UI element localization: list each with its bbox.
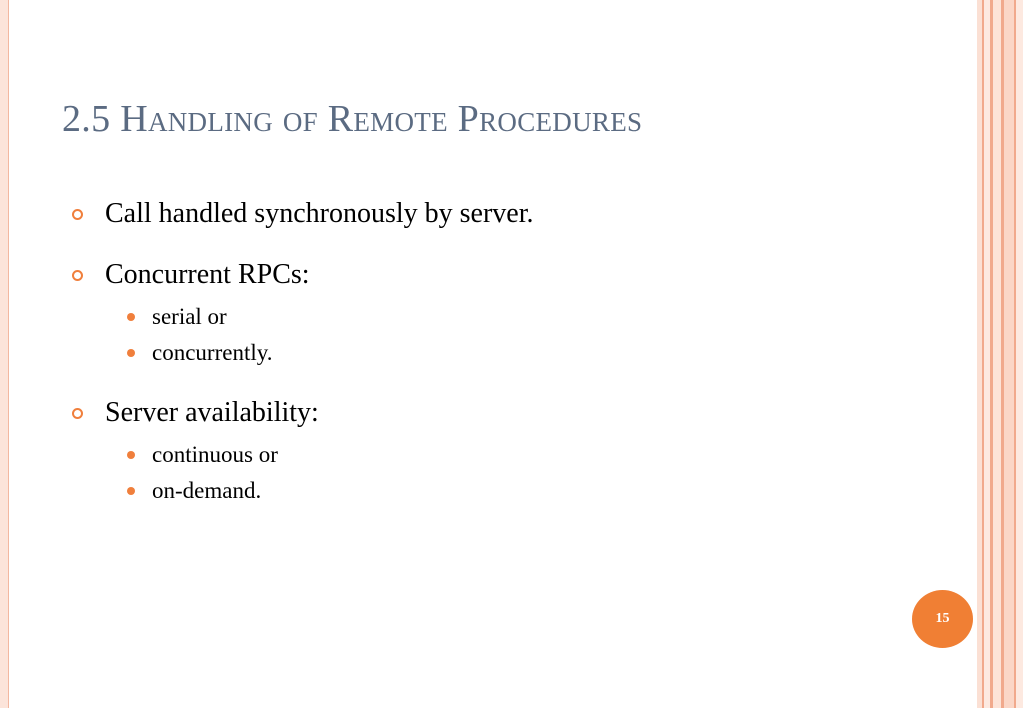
bullet-text: Concurrent RPCs:	[105, 259, 310, 290]
page-number: 15	[935, 611, 950, 626]
bullet-text: Server availability:	[105, 397, 319, 428]
right-stripe-decoration	[977, 0, 1023, 708]
sub-bullet-item	[70, 299, 930, 335]
sub-bullet-item	[70, 335, 930, 371]
page-number-badge	[912, 590, 973, 648]
sub-bullet-text: concurrently.	[152, 340, 273, 365]
bullet-item	[70, 196, 930, 232]
dot-bullet-icon	[127, 313, 135, 321]
ring-bullet-icon	[72, 408, 83, 419]
dot-bullet-icon	[127, 349, 135, 357]
bullet-item	[70, 257, 930, 293]
sub-bullet-list	[70, 437, 930, 509]
sub-bullet-text: continuous or	[152, 442, 278, 467]
sub-bullet-text: serial or	[152, 304, 227, 329]
bullet-text: Call handled synchronously by server.	[105, 198, 534, 229]
sub-bullet-item	[70, 437, 930, 473]
sub-bullet-text: on-demand.	[152, 478, 262, 503]
sub-bullet-list	[70, 299, 930, 371]
dot-bullet-icon	[127, 487, 135, 495]
bullet-item	[70, 395, 930, 431]
ring-bullet-icon	[72, 209, 83, 220]
dot-bullet-icon	[127, 451, 135, 459]
left-border-decoration	[0, 0, 9, 708]
slide-title: 2.5 Handling of Remote Procedures	[62, 98, 643, 140]
bullet-list	[70, 196, 930, 533]
sub-bullet-item	[70, 473, 930, 509]
ring-bullet-icon	[72, 270, 83, 281]
